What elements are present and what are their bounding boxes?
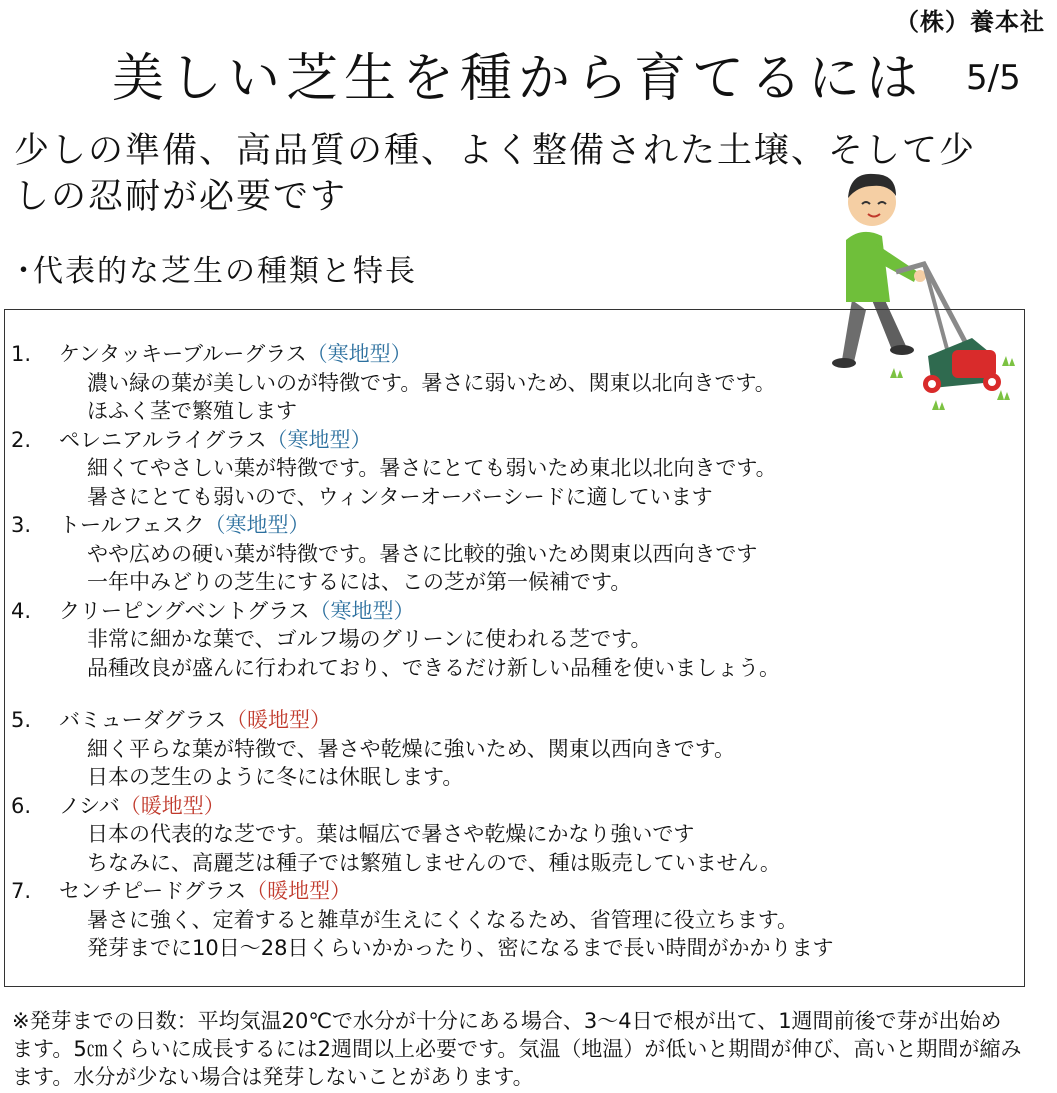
company-name: （株）養本社 <box>895 8 1045 36</box>
spacer <box>11 682 1024 706</box>
grass-description: 細く平らな葉が特徴で、暑さや乾燥に強いため、関東以西向きです。 <box>87 736 736 761</box>
grass-item <box>11 792 1024 878</box>
grass-name: センチピードグラス <box>59 879 247 903</box>
grass-item <box>11 511 1024 597</box>
grass-type-label: （暖地型） <box>119 793 225 818</box>
grass-description: 一年中みどりの芝生にするには、この芝が第一候補です。 <box>87 570 632 594</box>
grass-types-box <box>4 309 1025 987</box>
grass-type-label: （暖地型） <box>225 708 331 732</box>
grass-description: やや広めの硬い葉が特徴です。暑さに比較的強いため関東以西向きです <box>87 541 758 566</box>
grass-name: ペレニアルライグラス <box>59 427 267 452</box>
grass-type-label: （寒地型） <box>266 427 372 452</box>
section-heading: ･代表的な芝生の種類と特長 <box>16 254 417 289</box>
item-number: 3. <box>11 513 32 537</box>
grass-name: クリーピングベントグラス <box>59 598 310 623</box>
grass-description: 濃い緑の葉が美しいのが特徴です。暑さに弱いため、関東以北向きです。 <box>87 370 776 395</box>
item-number: 6. <box>11 793 32 818</box>
grass-type-label: （寒地型） <box>306 342 412 366</box>
grass-item <box>11 340 1024 426</box>
grass-description: 暑さに強く、定着すると雑草が生えにくくなるため、省管理に役立ちます。 <box>87 907 799 932</box>
grass-description: 日本の代表的な芝です。葉は幅広で暑さや乾燥にかなり強いです <box>87 822 695 846</box>
grass-description: 品種改良が盛んに行われており、できるだけ新しい品種を使いましょう。 <box>87 655 780 680</box>
grass-description: ちなみに、高麗芝は種子では繁殖しませんので、種は販売していません。 <box>87 850 781 875</box>
item-number: 7. <box>11 879 32 903</box>
grass-description: 非常に細かな葉で、ゴルフ場のグリーンに使われる芝です。 <box>87 627 652 651</box>
grass-type-label: （寒地型） <box>204 513 310 537</box>
item-number: 2. <box>11 427 32 452</box>
grass-name: バミューダグラス <box>59 708 226 732</box>
grass-types-list <box>11 340 1024 963</box>
intro-text: 少しの準備、高品質の種、よく整備された土壌、そして少しの忍耐が必要です <box>14 131 977 217</box>
grass-description: 細くてやさしい葉が特徴です。暑さにとても弱いため東北以北向きです。 <box>87 456 777 480</box>
grass-item <box>11 877 1024 963</box>
grass-item <box>11 706 1024 792</box>
grass-description: ほふく茎で繁殖します <box>87 399 297 423</box>
grass-name: ノシバ <box>59 793 120 818</box>
item-number: 5. <box>11 708 32 732</box>
item-number: 1. <box>11 342 32 366</box>
grass-name: ケンタッキーブルーグラス <box>59 342 307 366</box>
grass-description: 暑さにとても弱いので、ウィンターオーバーシードに適しています <box>87 484 713 509</box>
grass-item <box>11 597 1024 683</box>
grass-name: トールフェスク <box>59 513 205 537</box>
page-number: 5/5 <box>966 58 1021 98</box>
grass-item <box>11 426 1024 512</box>
item-number: 4. <box>11 598 32 623</box>
grass-description: 日本の芝生のように冬には休眠します。 <box>87 765 464 789</box>
grass-description: 発芽までに10日～28日くらいかかったり、密になるまで長い時間がかかります <box>87 936 834 960</box>
grass-type-label: （寒地型） <box>309 598 415 623</box>
germination-note: ※発芽までの日数：平均気温20℃で水分が十分にある場合、3～4日で根が出て、1週間前後で芽が出始めます。5㎝くらいに成長するには2週間以上必要です。気温（地温）が低いと期間が伸び、高いと期間が縮みます。水分が少ない場合は発芽しないことがあります。 <box>12 1009 1022 1089</box>
grass-type-label: （暖地型） <box>246 879 352 903</box>
page-title: 美しい芝生を種から育てるには <box>112 49 925 109</box>
